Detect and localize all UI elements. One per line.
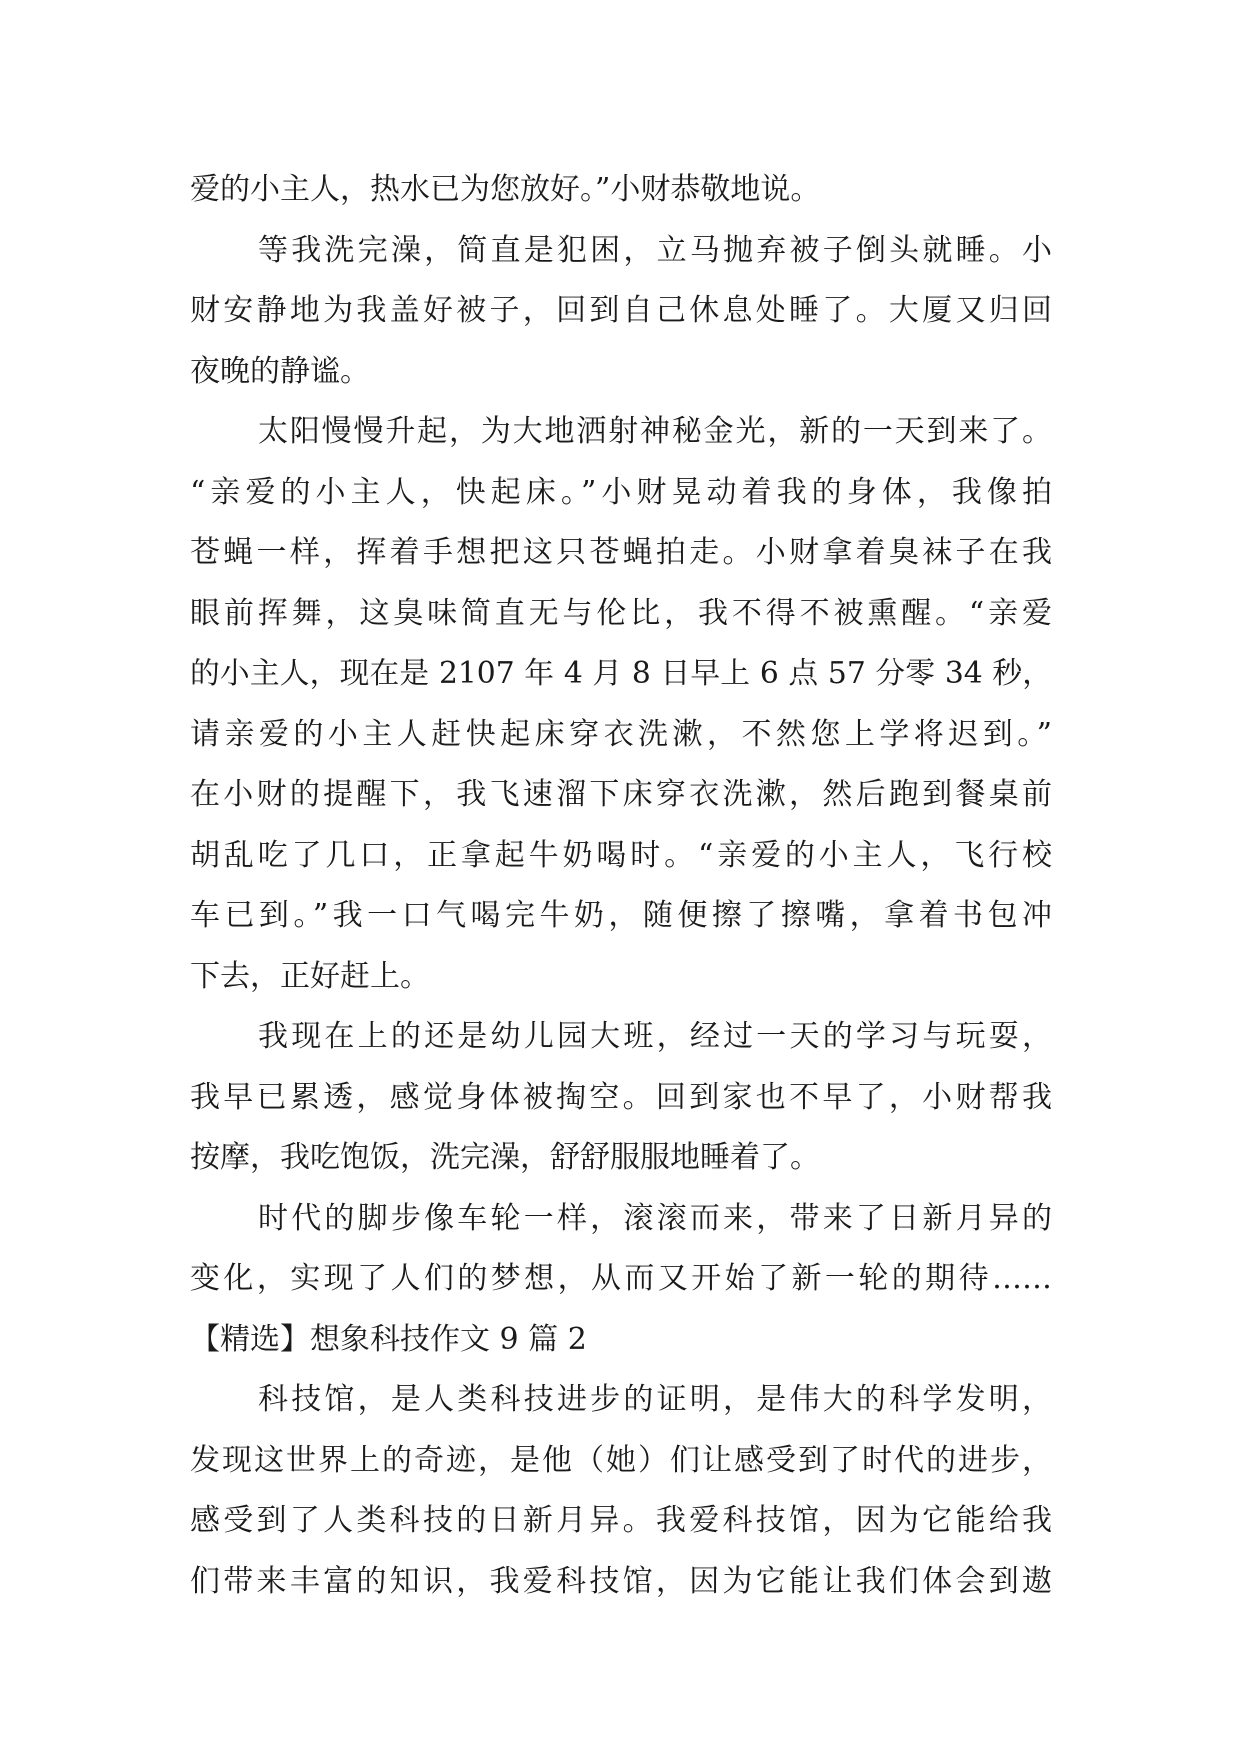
- text-line: 科技馆，是人类科技进步的证明，是伟大的科学发明，: [258, 1382, 1052, 1417]
- text-line: 太阳慢慢升起，为大地洒射神秘金光，新的一天到来了。: [258, 414, 1052, 449]
- text-line: 发现这世界上的奇迹，是他（她）们让感受到了时代的进步，: [190, 1442, 1052, 1478]
- text-line: 爱的小主人，热水已为您放好。”小财恭敬地说。: [190, 172, 821, 207]
- text-line: 财安静地为我盖好被子，回到自己休息处睡了。大厦又归回: [190, 293, 1052, 328]
- text-line: 下去，正好赶上。: [190, 958, 430, 994]
- text-line: 胡乱吃了几口，正拿起牛奶喝时。“亲爱的小主人，飞行校: [190, 837, 1052, 873]
- text-line: 在小财的提醒下，我飞速溜下床穿衣洗漱，然后跑到餐桌前: [190, 777, 1052, 812]
- text-line: 眼前挥舞，这臭味简直无与伦比，我不得不被熏醒。“亲爱: [190, 595, 1052, 631]
- article-body: [190, 160, 1052, 1612]
- text-line: 车已到。”我一口气喝完牛奶，随便擦了擦嘴，拿着书包冲: [190, 898, 1052, 933]
- text-line: 按摩，我吃饱饭，洗完澡，舒舒服服地睡着了。: [190, 1140, 820, 1175]
- text-line: 等我洗完澡，简直是犯困，立马抛弃被子倒头就睡。小: [258, 232, 1052, 268]
- text-line: 请亲爱的小主人赶快起床穿衣洗漱，不然您上学将迟到。”: [190, 716, 1052, 752]
- text-line: 感受到了人类科技的日新月异。我爱科技馆，因为它能给我: [190, 1503, 1052, 1538]
- text-line: 苍蝇一样，挥着手想把这只苍蝇拍走。小财拿着臭袜子在我: [190, 535, 1052, 570]
- text-line: 时代的脚步像车轮一样，滚滚而来，带来了日新月异的: [258, 1200, 1052, 1236]
- text-line: 我早已累透，感觉身体被掏空。回到家也不早了，小财帮我: [190, 1079, 1052, 1115]
- text-line: “亲爱的小主人，快起床。”小财晃动着我的身体，我像拍: [190, 474, 1052, 510]
- text-line: 的小主人，现在是 2107 年 4 月 8 日早上 6 点 57 分零 34 秒，: [190, 656, 1052, 691]
- text-line: 们带来丰富的知识，我爱科技馆，因为它能让我们体会到遨: [190, 1563, 1052, 1599]
- text-line: 变化，实现了人们的梦想，从而又开始了新一轮的期待……: [190, 1261, 1052, 1296]
- text-line: 我现在上的还是幼儿园大班，经过一天的学习与玩耍，: [258, 1019, 1052, 1054]
- text-line: 夜晚的静谧。: [190, 353, 370, 389]
- section-heading: 【精选】想象科技作文 9 篇 2: [190, 1321, 587, 1357]
